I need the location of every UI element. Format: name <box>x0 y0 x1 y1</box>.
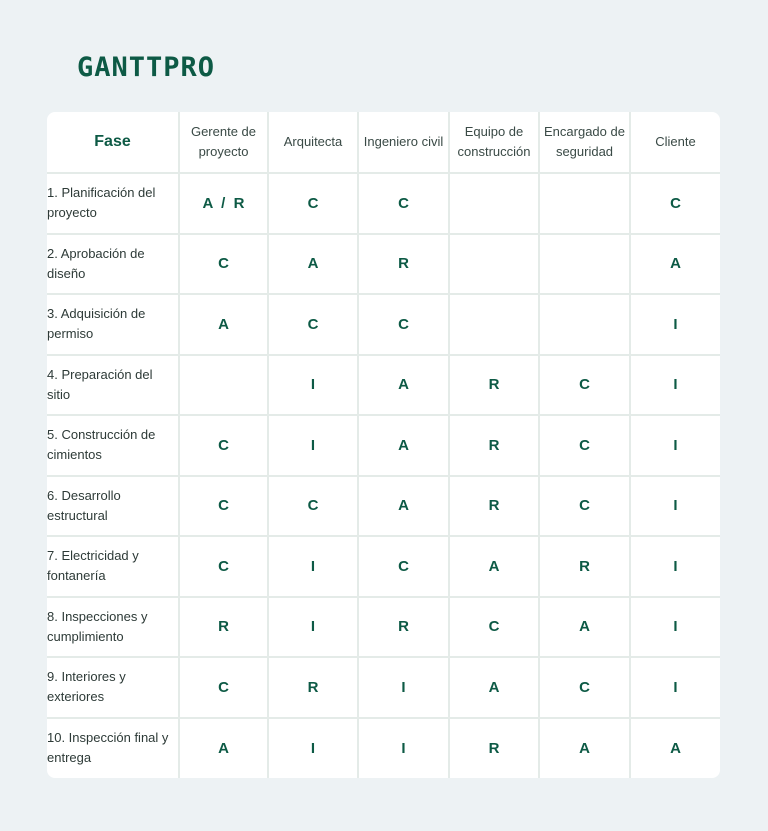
raci-cell: C <box>358 294 449 355</box>
raci-cell: R <box>449 718 539 779</box>
column-header-cliente: Cliente <box>630 112 720 173</box>
phase-cell: 7. Electricidad y fontanería <box>47 536 179 597</box>
raci-cell: I <box>268 597 358 658</box>
raci-cell: A <box>630 234 720 295</box>
raci-cell: I <box>268 355 358 416</box>
raci-cell: A <box>539 718 630 779</box>
raci-cell: R <box>179 597 268 658</box>
phase-cell: 6. Desarrollo estructural <box>47 476 179 537</box>
raci-cell: A <box>268 234 358 295</box>
raci-cell: R <box>449 415 539 476</box>
column-header-arquitecta: Arquitecta <box>268 112 358 173</box>
raci-matrix-card <box>47 112 720 778</box>
raci-cell: R <box>449 355 539 416</box>
raci-cell: A <box>539 597 630 658</box>
raci-cell: A <box>179 294 268 355</box>
raci-cell: R <box>358 234 449 295</box>
phase-cell: 9. Interiores y exteriores <box>47 657 179 718</box>
raci-cell: C <box>630 173 720 234</box>
raci-cell: C <box>179 415 268 476</box>
table-row <box>47 355 720 416</box>
raci-cell: A <box>630 718 720 779</box>
phase-cell: 8. Inspecciones y cumplimiento <box>47 597 179 658</box>
phase-cell: 1. Planificación del proyecto <box>47 173 179 234</box>
raci-cell: A <box>449 536 539 597</box>
raci-cell: I <box>630 415 720 476</box>
raci-cell: C <box>358 536 449 597</box>
table-row <box>47 173 720 234</box>
raci-cell: C <box>358 173 449 234</box>
raci-cell: R <box>268 657 358 718</box>
phase-cell: 5. Construcción de cimientos <box>47 415 179 476</box>
raci-cell: I <box>268 415 358 476</box>
raci-cell: I <box>358 718 449 779</box>
raci-cell <box>179 355 268 416</box>
raci-matrix-table <box>47 112 720 778</box>
raci-cell: C <box>539 355 630 416</box>
raci-cell <box>539 234 630 295</box>
column-header-ingeniero-civil: Ingeniero civil <box>358 112 449 173</box>
table-row <box>47 657 720 718</box>
column-header-equipo-de-construccion: Equipo de construcción <box>449 112 539 173</box>
column-header-gerente-de-proyecto: Gerente de proyecto <box>179 112 268 173</box>
column-header-fase: Fase <box>47 112 179 173</box>
raci-cell <box>449 234 539 295</box>
raci-cell: C <box>539 657 630 718</box>
raci-cell: R <box>539 536 630 597</box>
raci-cell: C <box>268 476 358 537</box>
table-row <box>47 294 720 355</box>
raci-cell: R <box>449 476 539 537</box>
raci-cell: A <box>449 657 539 718</box>
raci-cell: I <box>630 294 720 355</box>
raci-cell <box>539 294 630 355</box>
phase-cell: 2. Aprobación de diseño <box>47 234 179 295</box>
raci-cell: C <box>539 415 630 476</box>
phase-cell: 10. Inspección final y entrega <box>47 718 179 779</box>
table-row <box>47 718 720 779</box>
header-row <box>47 112 720 173</box>
raci-cell: C <box>539 476 630 537</box>
raci-cell: C <box>268 173 358 234</box>
table-row <box>47 476 720 537</box>
column-header-encargado-de-seguridad: Encargado de seguridad <box>539 112 630 173</box>
raci-cell: C <box>179 657 268 718</box>
raci-cell: C <box>179 536 268 597</box>
raci-cell: A <box>358 476 449 537</box>
raci-cell: I <box>268 536 358 597</box>
raci-cell: A <box>358 355 449 416</box>
raci-cell: A / R <box>179 173 268 234</box>
raci-cell: R <box>358 597 449 658</box>
raci-cell: I <box>358 657 449 718</box>
raci-cell <box>539 173 630 234</box>
raci-cell: C <box>268 294 358 355</box>
raci-cell: I <box>630 536 720 597</box>
raci-cell: I <box>630 476 720 537</box>
phase-cell: 3. Adquisición de permiso <box>47 294 179 355</box>
table-row <box>47 597 720 658</box>
raci-cell: I <box>630 597 720 658</box>
raci-cell: A <box>358 415 449 476</box>
phase-cell: 4. Preparación del sitio <box>47 355 179 416</box>
raci-cell: C <box>179 234 268 295</box>
raci-cell: A <box>179 718 268 779</box>
table-row <box>47 234 720 295</box>
table-row <box>47 536 720 597</box>
raci-cell: C <box>179 476 268 537</box>
raci-cell: I <box>268 718 358 779</box>
table-row <box>47 415 720 476</box>
ganttpro-logo: GANTTPRO <box>77 52 216 83</box>
raci-cell <box>449 173 539 234</box>
raci-cell: I <box>630 355 720 416</box>
raci-cell: I <box>630 657 720 718</box>
raci-cell <box>449 294 539 355</box>
raci-cell: C <box>449 597 539 658</box>
